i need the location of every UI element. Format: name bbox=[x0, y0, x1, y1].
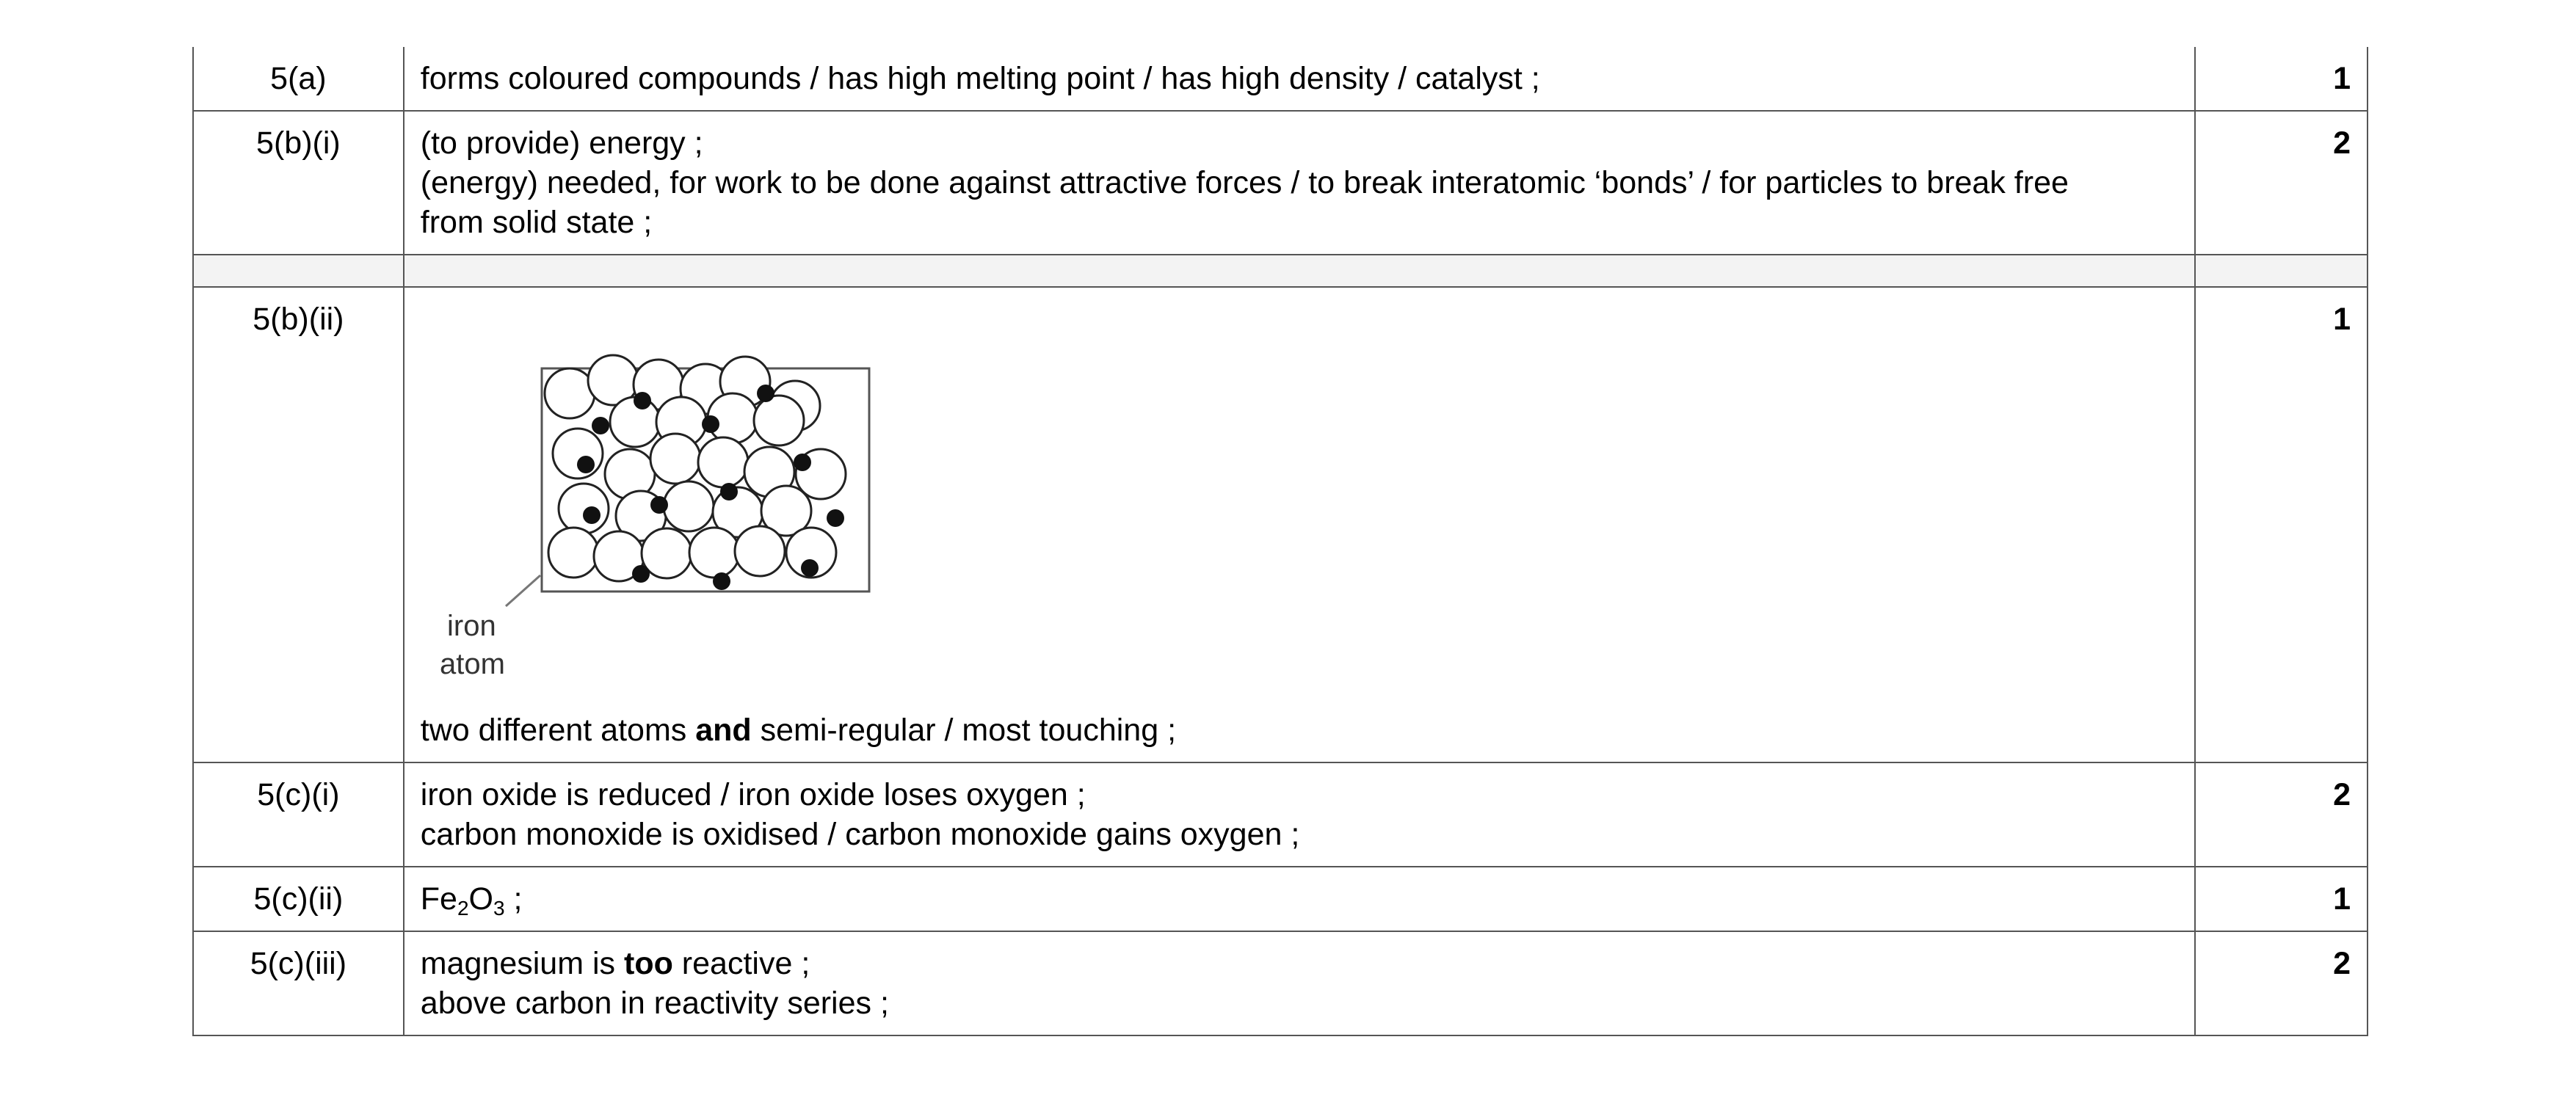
large-atom bbox=[650, 434, 700, 484]
question-number: 5(c)(i) bbox=[193, 762, 404, 867]
marks-cell: 2 bbox=[2195, 931, 2368, 1035]
small-atom bbox=[713, 572, 730, 590]
small-atom bbox=[702, 415, 719, 433]
question-number: 5(b)(i) bbox=[193, 111, 404, 255]
answer-line: two different atoms and semi-regular / most touching ; bbox=[420, 713, 1177, 748]
mark-scheme-table bbox=[192, 47, 2368, 1036]
large-atom bbox=[553, 429, 603, 478]
question-number: 5(c)(ii) bbox=[193, 867, 404, 931]
label-pointer-line bbox=[506, 575, 540, 606]
answer-cell bbox=[404, 111, 2195, 255]
table-row bbox=[193, 931, 2368, 1035]
small-atom bbox=[757, 385, 774, 402]
mark-scheme-page bbox=[192, 47, 2368, 1036]
small-atom bbox=[632, 565, 650, 583]
small-atom bbox=[592, 417, 609, 434]
formula-answer: $Fe_2O_3$ ; bbox=[420, 881, 523, 920]
bold-keyword: and bbox=[695, 713, 752, 748]
large-atom bbox=[664, 481, 714, 531]
answer-cell bbox=[404, 867, 2195, 931]
answer-cell bbox=[404, 287, 2195, 762]
question-number: 5(a) bbox=[193, 47, 404, 111]
answer-line: (to provide) energy ; bbox=[420, 125, 703, 161]
question-number: 5(b)(ii) bbox=[193, 287, 404, 762]
small-atom bbox=[794, 454, 811, 471]
table-row bbox=[193, 762, 2368, 867]
marks-cell: 1 bbox=[2195, 47, 2368, 111]
figure-label-iron: iron bbox=[446, 610, 496, 642]
small-atom bbox=[634, 392, 651, 409]
small-atom bbox=[720, 483, 738, 500]
large-atom bbox=[559, 484, 609, 534]
answer-line: carbon monoxide is oxidised / carbon monoxide gains oxygen ; bbox=[420, 817, 1300, 852]
large-atom bbox=[754, 396, 804, 445]
answer-line: (energy) needed, for work to be done against attractive forces / to break interatomic ‘bonds’ / for particles to break free bbox=[420, 165, 2069, 200]
question-number: 5(c)(iii) bbox=[193, 931, 404, 1035]
small-atom bbox=[583, 506, 601, 524]
large-atom bbox=[548, 528, 598, 578]
marks-cell: 1 bbox=[2195, 287, 2368, 762]
small-atom bbox=[650, 496, 668, 514]
marks-cell: 1 bbox=[2195, 867, 2368, 931]
marks-cell: 2 bbox=[2195, 111, 2368, 255]
large-atom bbox=[735, 526, 785, 576]
figure-label-atom: atom bbox=[439, 648, 505, 680]
answer-line: above carbon in reactivity series ; bbox=[420, 986, 889, 1021]
table-row bbox=[193, 287, 2368, 762]
large-atom bbox=[698, 437, 748, 487]
answer-cell bbox=[404, 931, 2195, 1035]
marks-cell: 2 bbox=[2195, 762, 2368, 867]
answer-line: from solid state ; bbox=[420, 205, 653, 240]
small-atom bbox=[577, 456, 595, 473]
alloy-diagram-svg bbox=[421, 307, 905, 688]
alloy-structure-diagram bbox=[421, 307, 905, 688]
small-atom bbox=[827, 509, 844, 527]
answer-line: forms coloured compounds / has high melting point / has high density / catalyst ; bbox=[420, 61, 1540, 96]
page-break-separator bbox=[193, 255, 2368, 287]
small-atom bbox=[801, 559, 819, 577]
table-row bbox=[193, 47, 2368, 111]
answer-line: magnesium is too reactive ; bbox=[420, 946, 810, 981]
answer-cell bbox=[404, 47, 2195, 111]
table-row bbox=[193, 867, 2368, 931]
answer-line: iron oxide is reduced / iron oxide loses oxygen ; bbox=[420, 777, 1086, 812]
answer-cell bbox=[404, 762, 2195, 867]
large-atom bbox=[545, 368, 595, 418]
bold-keyword: too bbox=[624, 946, 673, 981]
table-row bbox=[193, 111, 2368, 255]
large-atom bbox=[689, 528, 739, 578]
